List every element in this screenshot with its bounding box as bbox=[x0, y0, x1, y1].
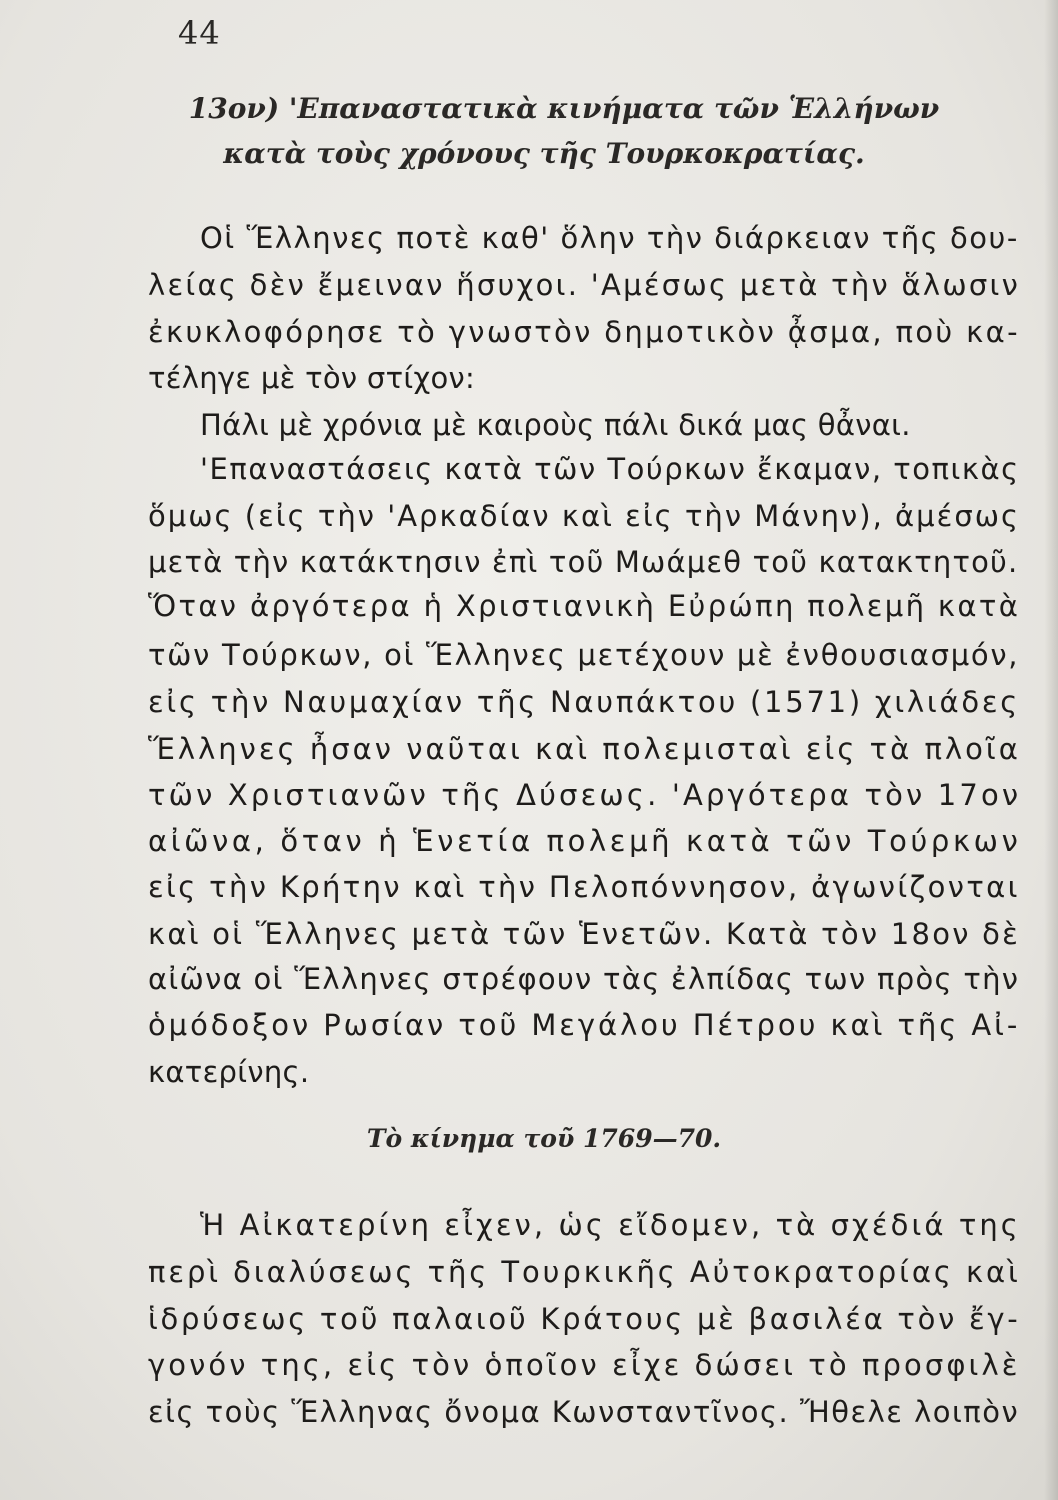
text-line: κατερίνης. bbox=[148, 1055, 310, 1089]
text-line: αἰῶνα, ὅταν ἡ Ἑνετία πολεμῆ κατὰ τῶν Τούρκων bbox=[148, 824, 1022, 858]
text-line: ὅμως (εἰς τὴν 'Αρκαδίαν καὶ εἰς τὴν Μάνην), ἀμέσως bbox=[148, 499, 1021, 533]
text-line: εἰς τοὺς Ἕλληνας ὄνομα Κωνσταντῖνος. Ἤθελε λοιπὸν bbox=[148, 1395, 1020, 1429]
text-line: Πάλι μὲ χρόνια μὲ καιροὺς πάλι δικά μας θἆναι. bbox=[200, 408, 911, 442]
text-line: εἰς τὴν Κρήτην καὶ τὴν Πελοπόννησον, ἀγωνίζονται bbox=[148, 870, 1020, 904]
text-line: Ἕλληνες ἦσαν ναῦται καὶ πολεμισταὶ εἰς τὰ πλοῖα bbox=[148, 732, 1021, 766]
page-number: 44 bbox=[178, 14, 221, 52]
text-line: γονόν της, εἰς τὸν ὁποῖον εἶχε δώσει τὸ προσφιλὲ bbox=[148, 1348, 1021, 1382]
text-line: μετὰ τὴν κατάκτησιν ἐπὶ τοῦ Μωάμεθ τοῦ κατακτητοῦ. bbox=[148, 545, 1019, 579]
text-line: 'Επαναστάσεις κατὰ τῶν Τούρκων ἔκαμαν, τοπικὰς bbox=[200, 452, 1020, 486]
text-line: τῶν Χριστιανῶν τῆς Δύσεως. 'Αργότερα τὸν 17ον bbox=[148, 778, 1022, 812]
text-line: αἰῶνα οἱ Ἕλληνες στρέφουν τὰς ἐλπίδας των πρὸς τὴν bbox=[148, 962, 1020, 996]
text-line: λείας δὲν ἔμειναν ἥσυχοι. 'Αμέσως μετὰ τὴν ἅλωσιν bbox=[148, 268, 1021, 302]
subheading: Τὸ κίνημα τοῦ 1769—70. bbox=[366, 1124, 722, 1153]
text-line: τῶν Τούρκων, οἱ Ἕλληνες μετέχουν μὲ ἐνθουσιασμόν, bbox=[148, 638, 1020, 672]
text-line: ὁμόδοξον Ρωσίαν τοῦ Μεγάλου Πέτρου καὶ τῆς Αἰ- bbox=[148, 1008, 1021, 1042]
section-heading-line-1: 13ον) 'Επαναστατικὰ κινήματα τῶν Ἑλλήνων bbox=[188, 92, 940, 125]
text-line: Ὅταν ἀργότερα ἡ Χριστιανικὴ Εὐρώπη πολεμῆ κατὰ bbox=[148, 589, 1021, 623]
page-edge-shadow bbox=[1044, 0, 1058, 1500]
text-line: περὶ διαλύσεως τῆς Τουρκικῆς Αὐτοκρατορίας καὶ bbox=[148, 1255, 1021, 1289]
text-line: Οἱ Ἕλληνες ποτὲ καθ' ὅλην τὴν διάρκειαν τῆς δου- bbox=[200, 221, 1019, 255]
text-line: εἰς τὴν Ναυμαχίαν τῆς Ναυπάκτου (1571) χιλιάδες bbox=[148, 685, 1021, 719]
text-line: ἱδρύσεως τοῦ παλαιοῦ Κράτους μὲ βασιλέα τὸν ἔγ- bbox=[148, 1302, 1021, 1336]
section-heading-line-2: κατὰ τοὺς χρόνους τῆς Τουρκοκρατίας. bbox=[223, 137, 865, 170]
text-line: καὶ οἱ Ἕλληνες μετὰ τῶν Ἑνετῶν. Κατὰ τὸν 18ον δὲ bbox=[148, 917, 1021, 951]
text-line: τέληγε μὲ τὸν στίχον: bbox=[148, 361, 476, 395]
text-line: Ἡ Αἰκατερίνη εἶχεν, ὡς εἴδομεν, τὰ σχέδιά της bbox=[200, 1208, 1021, 1242]
text-line: ἐκυκλοφόρησε τὸ γνωστὸν δημοτικὸν ᾆσμα, ποὺ κα- bbox=[148, 315, 1020, 349]
